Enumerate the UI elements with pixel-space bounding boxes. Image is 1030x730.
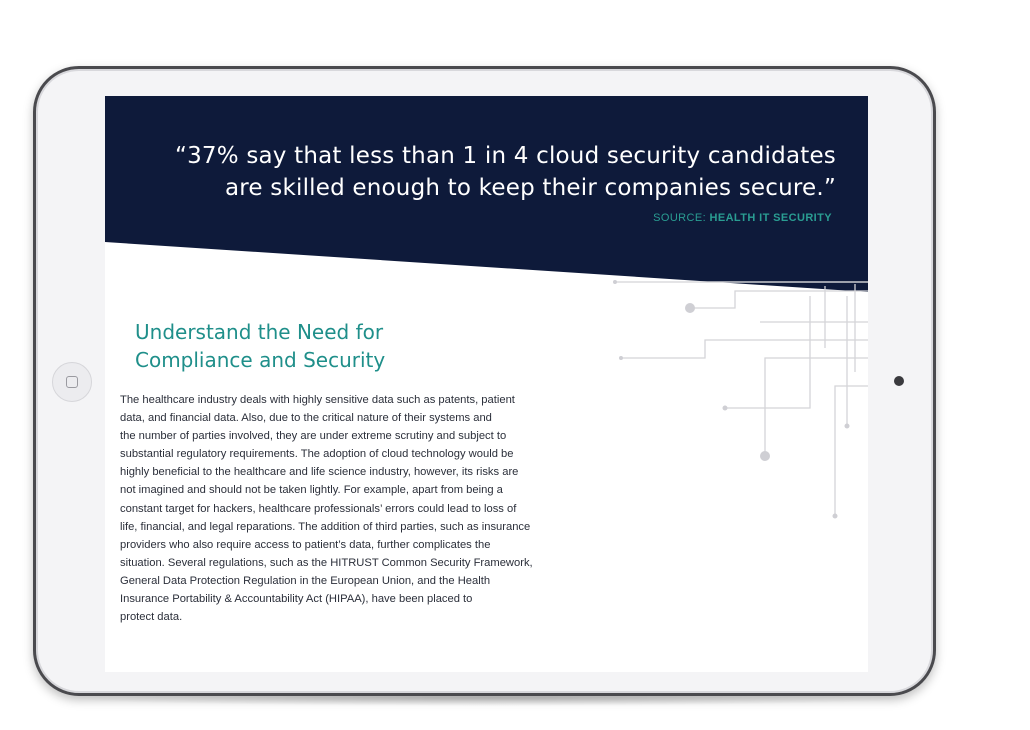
body-line: providers who also require access to patient’s data, further complicates the [120, 538, 491, 551]
circuit-line [725, 296, 810, 408]
circuit-line [835, 386, 868, 516]
heading-line-1: Understand the Need for [135, 320, 384, 344]
quote-line-1: “37% say that less than 1 in 4 cloud security candidates [174, 143, 836, 169]
body-line: Insurance Portability & Accountability Act (HIPAA), have been placed to [120, 593, 473, 606]
source-name: HEALTH IT SECURITY [709, 212, 832, 224]
circuit-node [613, 280, 617, 284]
body-line: not imagined and should not be taken lightly. For example, apart from being a [120, 484, 503, 497]
body-line: life, financial, and legal reparations. The addition of third parties, such as insurance [120, 520, 531, 533]
body-line: General Data Protection Regulation in the European Union, and the Health [120, 574, 491, 587]
circuit-node [760, 451, 770, 461]
circuit-line [765, 358, 868, 456]
tablet-screen [105, 96, 868, 672]
body-line: situation. Several regulations, such as the HITRUST Common Security Framework, [120, 556, 533, 569]
circuit-node [619, 356, 623, 360]
source-prefix: SOURCE: [653, 212, 710, 224]
camera-dot-icon [894, 376, 904, 386]
body-line: protect data. [120, 611, 183, 624]
home-button-icon[interactable] [52, 362, 92, 402]
circuit-node [833, 514, 838, 519]
body-line: constant target for hackers, healthcare professionals’ errors could lead to loss of [120, 502, 517, 515]
quote-line-2: are skilled enough to keep their companies secure.” [224, 175, 836, 201]
body-line: data, and financial data. Also, due to the critical nature of their systems and [120, 412, 492, 425]
section-body [120, 391, 590, 626]
quote-text [105, 140, 836, 204]
circuit-line [690, 291, 868, 308]
circuit-node [845, 424, 850, 429]
circuit-node [723, 406, 728, 411]
body-line: highly beneficial to the healthcare and life science industry, however, its risks are [120, 466, 519, 479]
body-line: substantial regulatory requirements. The adoption of cloud technology would be [120, 448, 514, 461]
home-square-icon [66, 376, 78, 388]
body-line: the number of parties involved, they are under extreme scrutiny and subject to [120, 430, 507, 443]
section-heading [135, 318, 495, 374]
body-line: The healthcare industry deals with highly sensitive data such as patents, patient [120, 394, 515, 406]
circuit-line [621, 340, 868, 358]
circuit-node [685, 303, 695, 313]
heading-line-2: Compliance and Security [135, 348, 386, 372]
quote-source [653, 212, 832, 224]
